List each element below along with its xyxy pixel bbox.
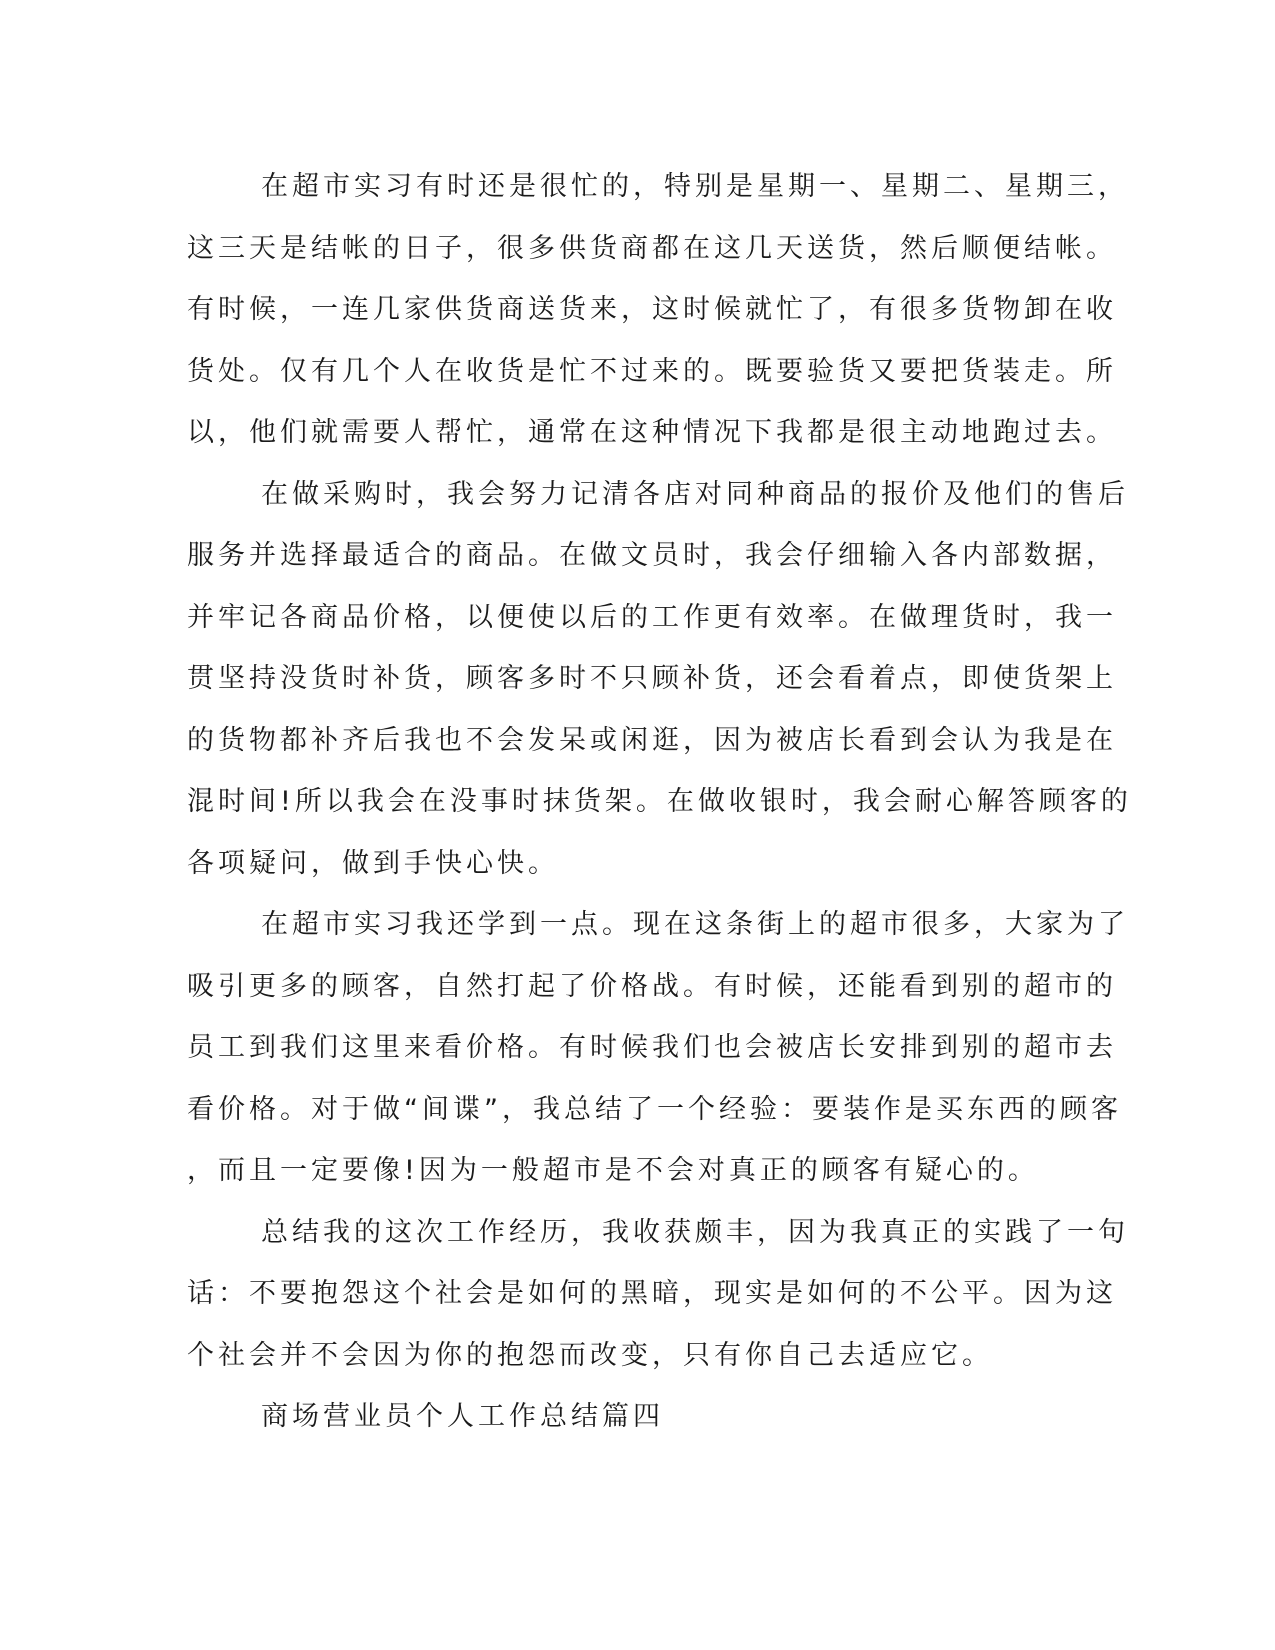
- text-line: 总结我的这次工作经历，我收获颇丰，因为我真正的实践了一句: [261, 1216, 1129, 1248]
- text-line: 个社会并不会因为你的抱怨而改变，只有你自己去适应它。: [187, 1339, 993, 1371]
- paragraph: [187, 1202, 1129, 1387]
- paragraph: [187, 156, 1129, 464]
- text-line: 看价格。对于做“间谍”，我总结了一个经验：要装作是买东西的顾客: [187, 1093, 1122, 1125]
- paragraph: [187, 894, 1129, 1202]
- text-line: 各项疑问，做到手快心快。: [187, 847, 559, 879]
- text-line: 货处。仅有几个人在收货是忙不过来的。既要验货又要把货装走。所: [187, 355, 1117, 387]
- text-line: 有时候，一连几家供货商送货来，这时候就忙了，有很多货物卸在收: [187, 294, 1117, 325]
- text-line: 员工到我们这里来看价格。有时候我们也会被店长安排到别的超市去: [187, 1032, 1117, 1063]
- text-line: 服务并选择最适合的商品。在做文员时，我会仔细输入各内部数据，: [187, 540, 1117, 571]
- text-line: 的货物都补齐后我也不会发呆或闲逛，因为被店长看到会认为我是在: [187, 724, 1117, 756]
- text-line: 话：不要抱怨这个社会是如何的黑暗，现实是如何的不公平。因为这: [187, 1278, 1117, 1309]
- text-line: 在超市实习有时还是很忙的，特别是星期一、星期二、星期三，: [261, 171, 1129, 202]
- text-line: 混时间!所以我会在没事时抹货架。在做收银时，我会耐心解答顾客的: [187, 786, 1132, 817]
- text-line: 以，他们就需要人帮忙，通常在这种情况下我都是很主动地跑过去。: [187, 417, 1117, 448]
- text-line: 并牢记各商品价格，以便使以后的工作更有效率。在做理货时，我一: [187, 601, 1117, 633]
- document-body: [187, 156, 1132, 1448]
- text-line: 在超市实习我还学到一点。现在这条街上的超市很多，大家为了: [261, 909, 1129, 940]
- text-line: 吸引更多的顾客，自然打起了价格战。有时候，还能看到别的超市的: [187, 970, 1117, 1002]
- heading-line: 商场营业员个人工作总结篇四: [261, 1401, 664, 1432]
- text-line: 在做采购时，我会努力记清各店对同种商品的报价及他们的售后: [261, 478, 1129, 510]
- paragraph: [187, 464, 1132, 895]
- section-heading: [187, 1386, 1067, 1448]
- text-line: 这三天是结帐的日子，很多供货商都在这几天送货，然后顺便结帐。: [187, 232, 1117, 264]
- text-line: ，而且一定要像!因为一般超市是不会对真正的顾客有疑心的。: [187, 1155, 1039, 1186]
- text-line: 贯坚持没货时补货，顾客多时不只顾补货，还会看着点，即使货架上: [187, 663, 1117, 694]
